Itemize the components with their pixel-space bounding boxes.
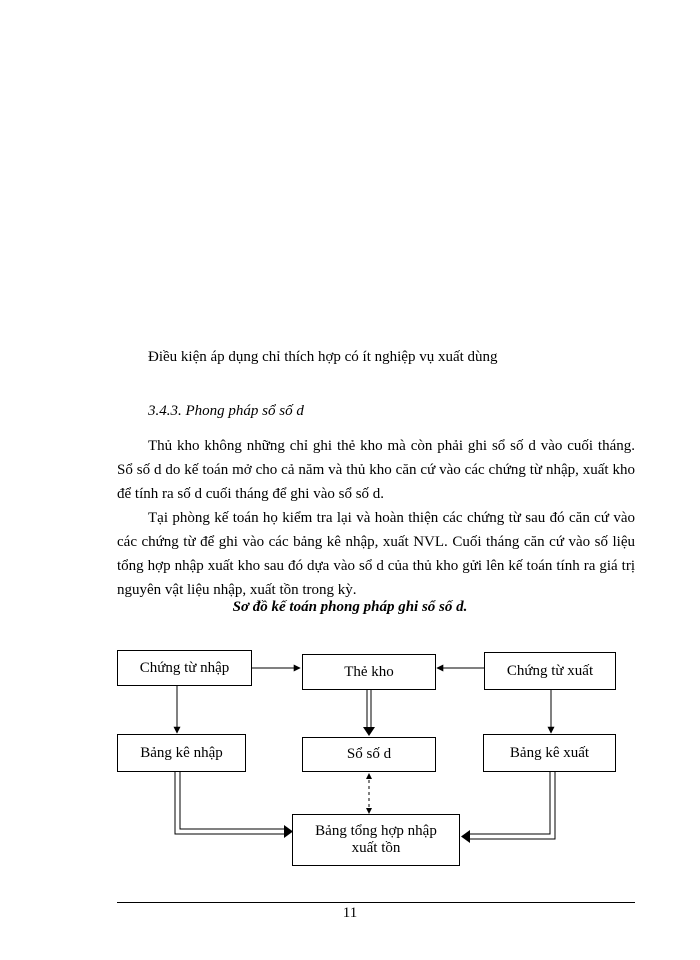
paragraph-2: Tại phòng kế toán họ kiểm tra lại và hoàn thiện các chứng từ sau đó căn cứ vào các chứng từ để ghi vào các bảng kê nhập, xuất NVL. Cuối tháng căn cứ vào số liệu tổng hợp nhập xuất kho sau đó dựa vào sổ d của thủ kho gửi lên kế toán tính ra giá trị nguyên vật liệu nhập, xuất tồn trong kỳ. [117,510,635,598]
box-bang-tong-hop [292,814,460,866]
section-heading: 3.4.3. Phong pháp sổ số d [148,403,304,419]
diagram-caption: Sơ đồ kế toán phong pháp ghi sổ số d. [232,599,468,615]
box-the-kho: Thẻ kho [302,654,436,690]
box-chung-tu-nhap: Chứng từ nhập [117,650,252,686]
footer-rule [117,902,635,903]
box-bang-ke-nhap: Bảng kê nhập [117,734,246,772]
arrow-thekho-to-sosodu [363,727,375,736]
arrow-bangkexuat-to-tonghop [461,830,470,843]
box-chung-tu-xuat: Chứng từ xuất [484,652,616,690]
box-bang-ke-xuat: Bảng kê xuất [483,734,616,772]
bang-tong-hop-line1: Bảng tổng hợp nhập [315,823,437,839]
bang-tong-hop-line2: xuất tồn [351,840,401,856]
page-number: 11 [342,905,358,921]
intro-line: Điều kiện áp dụng chỉ thích hợp có ít nghiệp vụ xuất dùng [148,349,498,365]
box-so-so-du: Sổ số d [302,737,436,772]
paragraph-1: Thủ kho không những chỉ ghi thẻ kho mà còn phải ghi sổ số d vào cuối tháng. Sổ số d do kế toán mở cho cả năm và thủ kho căn cứ vào các chứng từ nhập, xuất kho để tính ra số d cuối tháng để ghi vào sổ số d. [117,438,635,502]
